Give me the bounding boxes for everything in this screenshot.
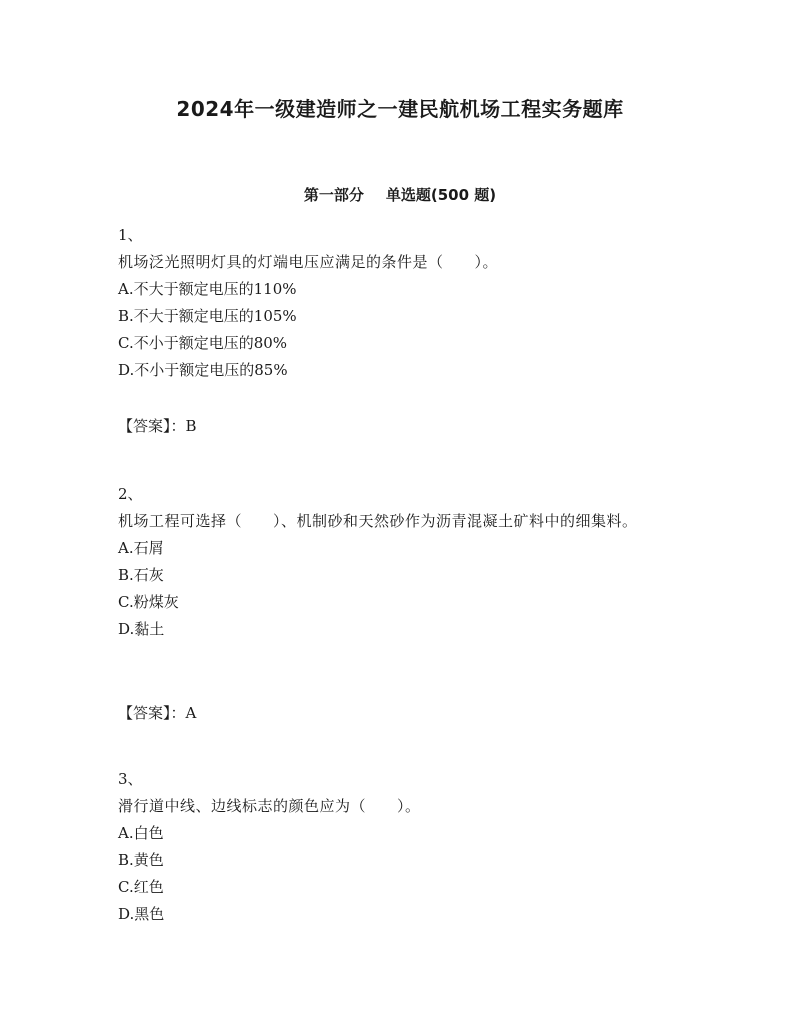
option-b: B.不大于额定电压的105%: [118, 307, 297, 325]
question-2: [118, 481, 688, 643]
option-b: B.黄色: [118, 851, 164, 869]
question-number: 2、: [118, 485, 143, 503]
question-stem: 机场工程可选择（ ）、机制砂和天然砂作为沥青混凝土矿料中的细集料。: [118, 512, 638, 530]
option-c: C.不小于额定电压的80%: [118, 334, 288, 352]
option-d: D.黑色: [118, 905, 165, 923]
question-3: [118, 766, 688, 928]
section-part-label: 第一部分: [303, 186, 364, 204]
option-a: A.不大于额定电压的110%: [118, 280, 297, 298]
question-number: 3、: [118, 770, 143, 788]
option-a: A.石屑: [118, 539, 164, 557]
answer-2: [118, 700, 196, 727]
option-c: C.粉煤灰: [118, 593, 179, 611]
option-b: B.石灰: [118, 566, 164, 584]
document-title: 2024年一级建造师之一建民航机场工程实务题库: [176, 97, 624, 121]
question-stem: 机场泛光照明灯具的灯端电压应满足的条件是（ ）。: [118, 253, 499, 271]
answer-label: 【答案】：: [118, 704, 186, 722]
option-a: A.白色: [118, 824, 164, 842]
section-name-label: 单选题(500 题): [385, 186, 497, 204]
answer-value: B: [185, 417, 197, 435]
option-c: C.红色: [118, 878, 164, 896]
answer-label: 【答案】：: [118, 417, 186, 435]
question-stem: 滑行道中线、边线标志的颜色应为（ ）。: [118, 797, 421, 815]
question-number: 1、: [118, 226, 143, 244]
question-1: [118, 222, 688, 384]
option-d: D.不小于额定电压的85%: [118, 361, 288, 379]
section-heading: [0, 184, 800, 206]
answer-1: [118, 413, 197, 440]
answer-value: A: [185, 704, 197, 722]
option-d: D.黏土: [118, 620, 165, 638]
